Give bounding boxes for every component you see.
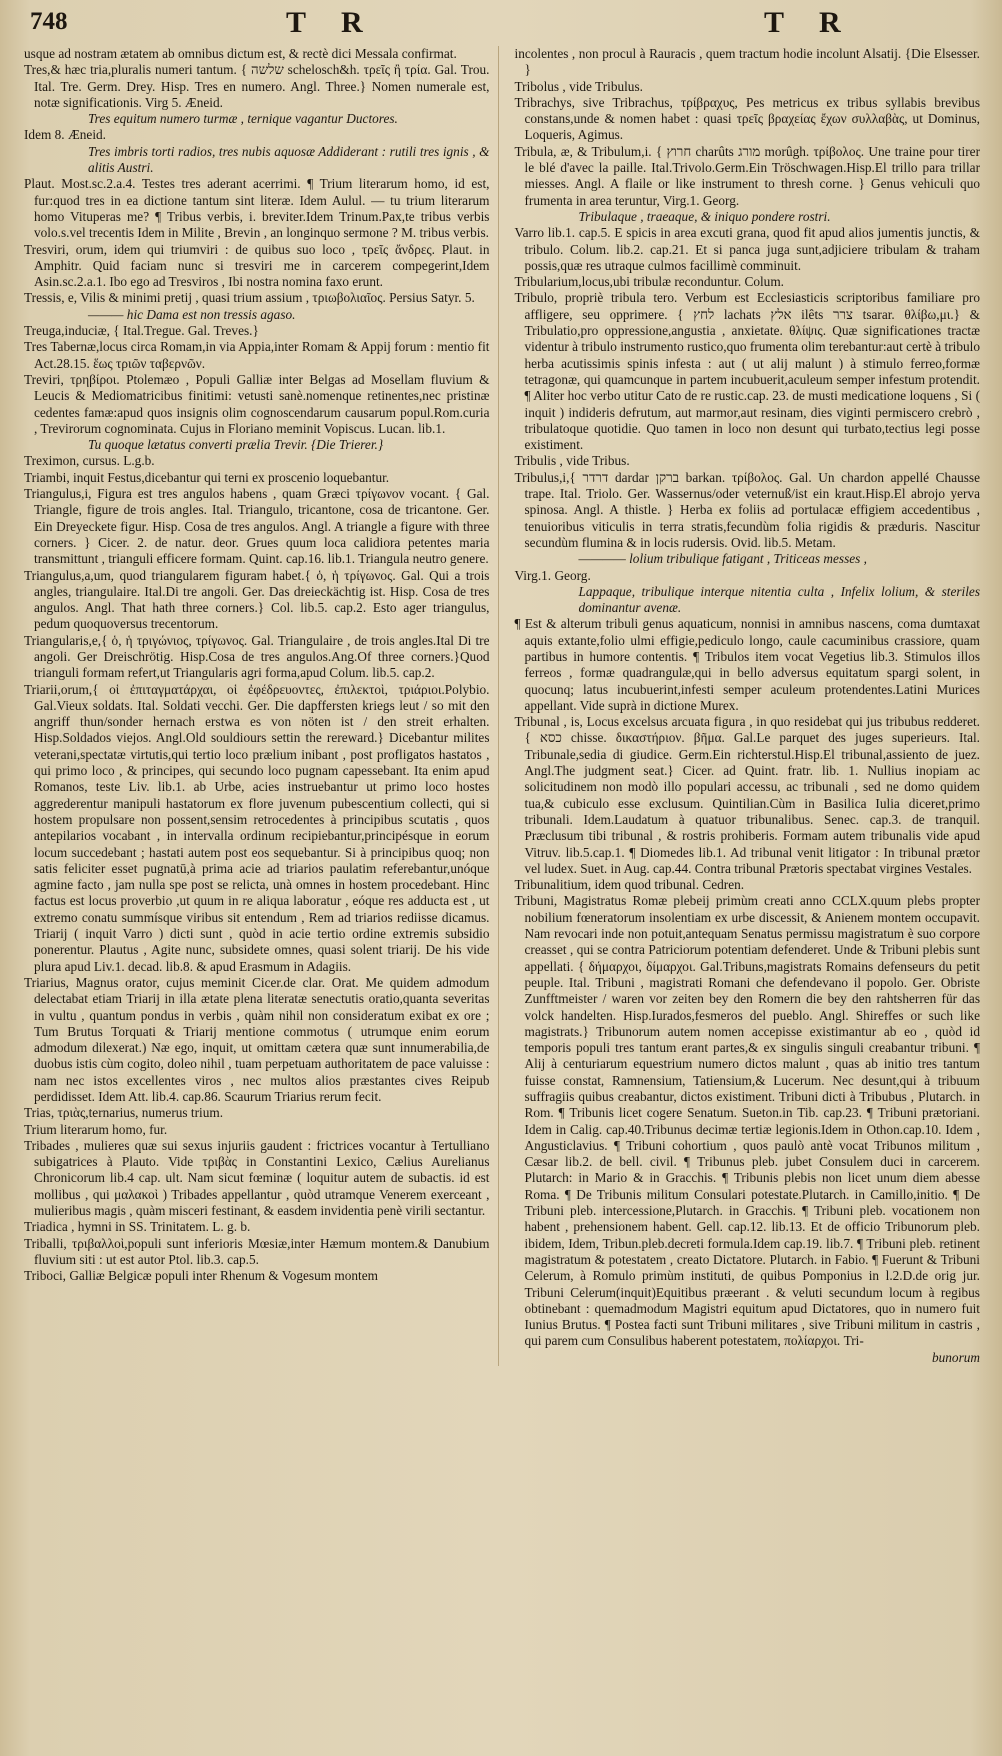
dictionary-entry: Idem 8. Æneid. — [24, 127, 106, 143]
dictionary-entry: Triboci, Galliæ Belgicæ populi inter Rhenum & Vogesum montem — [24, 1268, 378, 1284]
verse-quote: Tres imbris torti radios, tres nubis aquosæ Addiderant : rutili tres ignis , & alitis Austri. — [88, 143, 490, 176]
dictionary-entry: Plaut. Most.sc.2.a.4. Testes tres aderant acerrimi. ¶ Trium literarum homo, id est, fur:quod tres in ea dictione tantum sint literæ. Idem Aulul. — tu trium literarum homo Vituperas me? ¶ Tribus verbis, i. breviter.Idem Trinum.Pax,te tribus verbis volo.s.vel trecentis Idem in Milite , Brevin , an longinquo sermone ? M. tribus verbis. — [24, 176, 490, 241]
dictionary-entry: Triadica , hymni in SS. Trinitatem. L. g. b. — [24, 1219, 251, 1235]
right-column — [515, 46, 981, 1366]
dictionary-entry: Tribolus , vide Tribulus. — [514, 78, 643, 94]
verse-quote: ———— lolium tribulique fatigant , Triticeas messes , — [578, 551, 867, 567]
dictionary-entry: Tresviri, orum, idem qui triumviri : de quibus suo loco , τρεῖς ἄνδρες. Plaut. in Amphitr. Quid faciam nunc si tresviri me in carcerem compegerint,Idem Asin.sc.2.a.1. Ibo ego ad Tresviros , Ibi nostra nomina faxo erunt. — [24, 241, 490, 290]
dictionary-entry: Treximon, cursus. L.g.b. — [24, 453, 155, 469]
page-number: 748 — [30, 8, 68, 35]
left-column — [24, 46, 499, 1366]
dictionary-entry: Tribunal , is, Locus excelsus arcuata figura , in quo residebat qui jus tribubus redderet. { כסא chisse. δικαστήριον. βῆμα. Gal.Le parquet des juges superieurs. Ital. Tribunale,sedia di giudice. Germ.Ein richterstul.Hisp.El tribunal,assiento de juez. Angl.The judgment seat.} Cicer. ad Quint. fratr. lib. 1. Nullius inopiam ac solicitudinem non modò illo populari accessu, ac tribunali , sed ne domo quidem tua,& cubiculo esse exclusum. Quintilian.Cùm in Basilica Iulia diceret,primo tribunali. Idem.Laudatum à quatuor tribunalibus. Senec. cap.3. de tranquil. Præclusum tibi tribunal , & rostris prohiberis. Formam autem tribunalis vide apud Vitruv. lib.5.cap.1. ¶ Diomedes lib.1. Ad tribunal venit litigator : In tribunal prætor vel ludex. Suet. in Aug. cap.44. Contra tribunal Prætoris spectabat virgines Vestales. — [514, 714, 980, 876]
dictionary-entry: Tribunalitium, idem quod tribunal. Cedren. — [514, 877, 745, 893]
dictionary-entry: Trias, τριὰς,ternarius, numerus trium. — [24, 1105, 224, 1121]
dictionary-entry: ¶ Est & alterum tribuli genus aquaticum, nonnisi in amnibus nascens, coma dumtaxat aquis extante,folio ulmi effigie,pediculo longo, caule cacuminibus crassiore, quam partibus in humore contentis. ¶ Tribulos item vocat Vegetius lib.3. Stimulos illos ferreos , formæ quadrangulæ,qui in bello adversus equitatum spargi solent, in quocunq; latus incubuerint,infesti semper aculeum protendentes.Latini Murices appellant. Vide suprà in dictione Murex. — [514, 616, 980, 713]
dictionary-entry: Triangulus,i, Figura est tres angulos habens , quam Græci τρίγωνον vocant. { Gal. Triangle, figure de trois angles. Ital. Triangulo, tricantone, cosa de tricantone. Ger. Ein Dreyeckete figur. Hisp. Cosa de tres angulos. Angl. A triangle a figure with three corners. } Cicer. 2. de natur. deor. Grues quum loca calidiora petentes maria transmittunt , trianguli efficere formam. Quint. cap.16. lib.1. Triangula neutro genere. — [24, 486, 490, 567]
dictionary-entry: Tribulis , vide Tribus. — [514, 453, 630, 469]
verse-quote: Tu quoque lætatus converti prælia Trevir. {Die Trierer.} — [88, 437, 384, 453]
dictionary-entry: Triangularis,e,{ ὁ, ἡ τριγώνιος, τρίγωνος. Gal. Triangulaire , de trois angles.Ital Di tre angoli. Ger Dreischrötig. Hisp.Cosa de tres angulos.Ang.Of three corners.}Quod trianguli formam refert,ut Triangularis agri forma,apud Colum. lib.5. cap.2. — [24, 632, 490, 681]
text-columns — [24, 46, 980, 1366]
dictionary-entry: Virg.1. Georg. — [514, 567, 591, 583]
dictionary-entry: Tribularium,locus,ubi tribulæ reconduntur. Colum. — [514, 274, 785, 290]
dictionary-entry: Tres,& hæc tria,pluralis numeri tantum. { שלשה schelosch&h. τρεῖς ἢ τρία. Gal. Trou. Ital. Tre. Germ. Drey. Hisp. Tres en numero. Angl. Three.} Nomen numerale est, notæ significationis. Virg 5. Æneid. — [24, 62, 490, 110]
running-head-left: T R — [286, 6, 377, 39]
dictionary-entry: Triangulus,a,um, quod triangularem figuram habet.{ ὁ, ἡ τρίγωνος. Gal. Qui a trois angles, triangulaire. Ital.Di tre angoli. Ger. Das dreieckächtig ist. Hisp. Cosa de tres angulos. Angl. That hath three corners.} Col. lib.5. cap.2. Esto ager triangulus, pedum quoquoversus trecentorum. — [24, 567, 490, 632]
dictionary-entry: Treuga,induciæ, { Ital.Treguе. Gal. Treves.} — [24, 323, 259, 339]
dictionary-entry: Triarii,orum,{ οἱ ἐπιταγματάρχαι, οἱ ἐφέδρευοντες, ἐπιλεκτοὶ, τριάριοι.Polybio. Gal.Vieux soldats. Ital. Soldati vecchi. Ger. Die dapffersten kriegs leut / so mit den angriff thun/sonder hernach erstwa es von nöten ist / den streit erhalten. Hisp.Soldados viejos. Angl.Old souldiours settin the rereward.} Dicebantur milites veterani,spectatæ virtutis,qui tertio loco prælium inibant , post profligatos hastatos , qui primo loco , & principes, qui secundo loco pugnam capessebant. Ita enim apud Romanos, teste Liv. lib.1. ab Urbe, acies instruebantur ut primo loco hostes aggrederentur manipuli hastatorum ex flore juvenum pubescentium collecti, qui si hostem propulsare non possent,sensim retrocedentes à principibus scutatis , quos antepilarios vocabant , in intervalla ordinum recipiebantur,principésque in eorum locum succedebant ; hastati autem post eos sequebantur. Si à principibus quoq; non satis feliciter esset pugnatū,à prima acie ad triarios paulatim referebantur,unóque agmine facto , jam nulla spe post se relicta, unà omnes in hostem procedebant. Hinc factus est locus proverbio ,ut quum in re aliqua laboratur , eóque res adducta est , ut extremo conatu summísque viribus sit entendum , Rem ad triarios rediisse dicamus. Triarij ( inquit Varro ) dicti sunt , quòd in acie tertio ordine extremis subsidio ponerentur. Plautus , Agite nunc, subsidete omnes, quasi solent triarij. De his vide plura apud Liv.1. decad. lib.8. & apud Erasmum in Adagiis. — [24, 681, 490, 974]
dictionary-entry: Tribades , mulieres quæ sui sexus injuriis gaudent : frictrices vocantur à Tertulliano subigatrices à Plauto. Vide τριβὰς in Constantini Lexico, Cælius Aurelianus Chronicorum lib.4 cap. ult. Nam sicut fœminæ ( loquitur autem de subactis. id est mollibus , qui μαλακοὶ ) Tribades appellantur , quòd utramque Venerem exerceant , mulieribus magis , quàm misceri festinant, & easdem invidentia penè virili sectantur. — [24, 1137, 490, 1219]
dictionary-entry: Tribulo, propriè tribula tero. Verbum est Ecclesiasticis scriptoribus familiare pro affligere, seu opprimere. { לחץ lachats אלץ ilêts צרר tsarar. θλίβω,μι.} & Tribulatio,pro oppressione,angustia , anxietate. θλίψις. Quæ significationes tractæ videntur à tribulo instrumento rustico,quo frumenta olim terebantur:aut certè à tribulo herba acutissimis spinis infesta : aut ( ut alij malunt ) à stimulo ferreo,formæ tetragonæ, qui quamcunque in partem incubuerit,aculeum semper infestum protendit. ¶ Aliter hoc verbo utitur Cato de re rustic.cap. 23. de musti medicatione loquens , Si ( inquit ) indideris defrutum, aut marmor,aut resinam, dies viginti permiscero crebrò , tribulatoque quotidie. Quo tamen in loco non desunt qui turbato,tectius legi posse existiment. — [514, 290, 980, 453]
dictionary-entry: Tribuni, Magistratus Romæ plebeij primùm creati anno CCLX.quum plebs propter nobilium fœneratorum insolentiam ex urbe discessit, & Anienem montem occupavit. Nam revocari inde non potuit,antequam Senatus permissu magistratum è suo corpore creasset , qui se contra Patriciorum potentiam defenderet. Unde & Tribuni plebis sunt appellati. { δήμαρχοι, δίμαρχοι. Gal.Tribuns,magistrats Romains defenseurs du petit peuple. Ital. Tribuni , magistrati Romani che defendevano il popolo. Ger. Obriste Zunfftmeister / waren vor zeiten bey den Romern die bey den rahtsherren für das volck handelten. Hisp.Iurados,fesmeros del pueblo. Angl. Shireffes or such like magistrats.} Tribunorum autem nomen accepisse existimantur ab eo , quòd id temporis populi tres tantum erant partes,& ex singulis singuli creabantur tribuni. ¶ Alij à centuriarum equestrium numero dictos malunt , quas ab initio tres tantum fuisse constat, Ramnensium, Tatiensium,& Lucerum. Nec desunt,qui à tribuum suffragiis quibus creabantur, dictos existiment. Tribuni dicti à Tribubus , Plutarch. in Rom. ¶ Tribunis licet cogere Senatum. Sueton.in Tib. cap.23. ¶ Tribuni prætoriani. Idem in Calig. cap.40.Tribunus decimæ tertiæ legionis.Idem in Othon.cap.10. Idem , Angusticlavius. ¶ Tribuni cohortium , quos paulò antè vocat Tribunos militum , Cæsar lib.2. de bell. civil. ¶ Tribunus pleb. jubet Consulem duci in carcerem. Plutarch: in Mario & in Gracchis. ¶ Tribunis plebis non licet unum diem abesse Roma. ¶ De Tribunis militum Consulari potestate.Plutarch. in Camillo,initio. ¶ De Tribuni pleb. intercessione,Plutarch. in Gracchis. ¶ Tribuni pleb. vocationem non habent , prehensionem habent. Gell. cap.12. lib.13. Et de officio Tribunorum pleb. ibidem, Idem, Tribun.pleb.decreti formula.Idem cap.19. lib.7. ¶ Tribuni pleb. retinent magistratum & potestatem , creato Dictatore. Plutarch. in Fabio. ¶ Fuerunt & Tribuni Celerum, à Romulo primùm instituti, de quibus Pomponius in l.2.D.de orig jur. Tribuni Celerum(inquit)Equitibus præerant . & veluti secundum locum à regibus obtinebant : quemadmodum Magistri equitum apud Dictatores, quo in numero fuit Iunius Brutus. ¶ Postea facti sunt Tribuni militares , sive Tribuni militum in castris , qui parem cum Consulibus haberent potestatem, πολίαρχοι. Tri- — [514, 893, 980, 1349]
verse-quote: ——— hic Dama est non tressis agaso. — [88, 306, 296, 322]
verse-quote: Lappaque, tribulique interque nitentia culta , Infelix lolium, & steriles dominantur avenæ. — [578, 583, 980, 616]
verse-quote: Tribulaque , traeaque, & iniquo pondere rostri. — [578, 208, 831, 224]
page-header — [24, 6, 980, 46]
dictionary-entry: Varro lib.1. cap.5. E spicis in area excuti grana, quod fit apud alios jumentis junctis, & tribulo. Colum. lib.2. cap.21. Et si panca juga sunt,adjiciere tribulam & traham possis,quæ res utraque culmos facillimè comminuit. — [514, 225, 980, 273]
dictionary-entry: Triballi, τριβαλλοὶ,populi sunt inferioris Mœsiæ,inter Hæmum montem.& Danubium fluvium siti : ut est autor Ptol. lib.3. cap.5. — [24, 1235, 490, 1267]
verse-quote: Tres equitum numero turmæ , ternique vagantur Ductores. — [88, 111, 398, 127]
dictionary-entry: Treviri, τρηβίροι. Ptolemæo , Populi Galliæ inter Belgas ad Mosellam fluvium & Leucis & Mediomatricibus finitimi: vetusti sanè.nomenque retinentes,nec pristinæ cedentes famæ:apud quos insignis olim cognoscendarum causarum popul.Rom.curia , Trevirorum cognominata. Cujus in Floriano meminit Vopiscus. Lucan. lib.1. — [24, 371, 490, 436]
dictionary-entry: Trium literarum homo, fur. — [24, 1121, 168, 1137]
dictionary-entry: Tribulus,i,{ דרדר dardar ברקן barkan. τρίβολος. Gal. Un chardon appellé Chausse trape. Ital. Triolo. Ger. Wassernus/oder veternuß/ist ein kraut.Hisp.El abrojo yerva spinosa. Angl. A thistle. } Herba ex foliis ad portulacæ effigiem accedentibus , tenuioribus viticulis in terra stratis,fecundùm folia rigidis & præduris. Nascitur secundùm flumina & in locis rudersis. Ovid. lib.5. Metam. — [514, 469, 980, 550]
dictionary-entry: incolentes , non procul à Rauracis , quem tractum hodie incolunt Alsatij. {Die Elsesser. } — [514, 46, 980, 78]
running-head-right: T R — [764, 6, 855, 39]
dictionary-entry: Tres Tabernæ,locus circa Romam,in via Appia,inter Romam & Appij forum : mentio fit Act.28.15. ἕως τριῶν ταβερνῶν. — [24, 339, 490, 371]
dictionary-entry: usque ad nostram ætatem ab omnibus dictum est, & rectè dici Messala confirmat. — [24, 46, 457, 61]
dictionary-entry: Tribula, æ, & Tribulum,i. { חרוץ charûts מורג morûgh. τρίβολος. Une traine pour tirer le blé d'avec la paille. Ital.Trivolo.Germ.Ein Tröschwagen.Hisp.El trillo para trillar miesses. Angl. A flaile or like instrument to thresh corne. } Genus vehiculi quo frumenta in area teruntur, Virg.1. Georg. — [514, 143, 981, 208]
dictionary-entry: Tribrachys, sive Tribrachus, τρίβραχυς, Pes metricus ex tribus syllabis brevibus constans,unde & nomen habet : quasi τρεῖς βραχείας ἔχων συλλαβὰς, ut Dominus, Loqueris, Agimus. — [514, 94, 980, 143]
dictionary-entry: Triarius, Magnus orator, cujus meminit Cicer.de clar. Orat. Me quidem admodum delectabat etiam Triarij in illa ætate plena literatæ senectutis oratio,quanta severitas in vultu , quantum pondus in verbis , quàm nihil non consideratum exibat ex ore ; Tum Brutus Torquati & Triarij mentione commotus ( utrumque enim eorum admodum dilexerat.) Næ ego, inquit, ut omittam cætera quæ sunt innumerabilia,de duobus istis cùm cogito, doleo nihil , tuam perpetuam authoritatem de pace valuisse : nam nec istos excellentes viros , nec multos alios præstantes cives Reipub perdidisset. Idem Att. lib.4. cap.86. Scaurum Triarius rerum fecit. — [24, 974, 490, 1104]
catchword: bunorum — [931, 1349, 980, 1365]
dictionary-entry: Tressis, e, Vilis & minimi pretij , quasi trium assium , τριωβολιαῖος. Persius Satyr. 5. — [24, 290, 475, 306]
dictionary-entry: Triambi, inquit Festus,dicebantur qui terni ex proscenio loquebantur. — [24, 469, 390, 485]
